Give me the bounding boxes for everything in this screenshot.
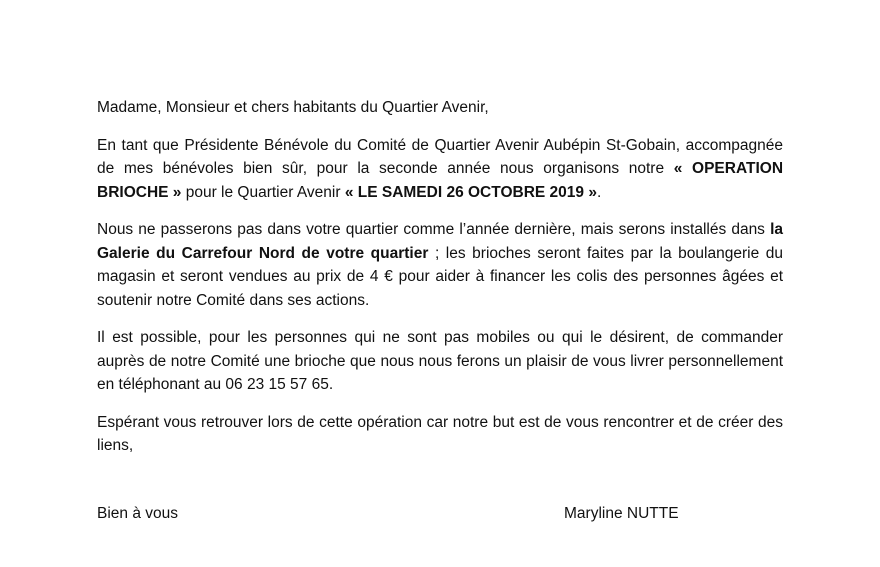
letter-body: [97, 96, 783, 458]
paragraph-location: [97, 218, 783, 312]
paragraph-location-intro: Nous ne passerons pas dans votre quartier comme l’année dernière, mais serons installés dans: [97, 221, 771, 238]
paragraph-delivery: Il est possible, pour les personnes qui ne sont pas mobiles ou qui le désirent, de commander auprès de notre Comité une brioche que nous nous ferons un plaisir de vous livrer personnellement en téléphonant au 06 23 15 57 65.: [97, 329, 783, 393]
signoff-row: [97, 505, 783, 529]
paragraph-closing-wish: Espérant vous retrouver lors de cette opération car notre but est de vous rencontrer et de créer des liens,: [97, 413, 783, 454]
operation-name: « OPERATION BRIOCHE »: [97, 160, 784, 201]
paragraph-operation-intro: En tant que Présidente Bénévole du Comité de Quartier Avenir Aubépin St-Gobain, accompagnée de mes bénévoles bien sûr, pour la seconde année nous organisons notre: [97, 136, 783, 177]
operation-date: « LE SAMEDI 26 OCTOBRE 2019 »: [344, 183, 597, 201]
location-name: la Galerie du Carrefour Nord de votre quartier: [97, 221, 783, 262]
closing-phrase: Bien à vous: [97, 505, 178, 522]
paragraph-location-end: ; les brioches seront faites par la boulangerie du magasin et seront vendues au prix de 4 € pour aider à financer les colis des personnes âgées et soutenir notre Comité dans ses actions.: [97, 244, 784, 309]
paragraph-operation: [97, 134, 783, 205]
signature-name: Maryline NUTTE: [564, 505, 679, 522]
salutation: Madame, Monsieur et chers habitants du Quartier Avenir,: [97, 99, 489, 116]
paragraph-operation-end: .: [596, 183, 602, 201]
paragraph-operation-mid: pour le Quartier Avenir: [181, 183, 345, 201]
